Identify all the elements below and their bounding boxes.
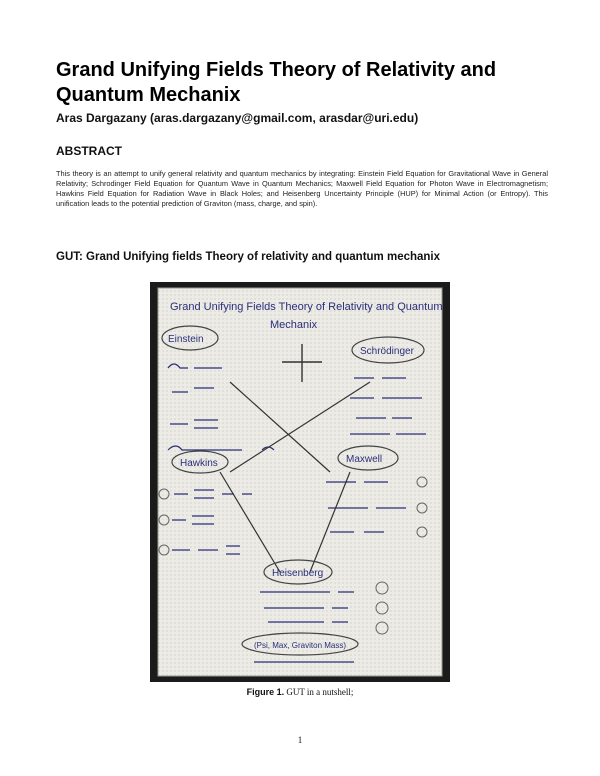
heisenberg-label: Heisenberg <box>272 568 324 579</box>
section-heading: GUT: Grand Unifying fields Theory of relativity and quantum mechanix <box>56 251 441 263</box>
abstract-heading: ABSTRACT <box>56 144 122 158</box>
page-number: 1 <box>297 735 303 745</box>
handwritten-equations-sheet <box>150 282 450 682</box>
schrodinger-label: Schrödinger <box>360 346 414 357</box>
graviton-label: (Psi, Max, Graviton Mass) <box>254 641 347 650</box>
author-line: Aras Dargazany (aras.dargazany@gmail.com, arasdar@uri.edu) <box>56 111 419 125</box>
maxwell-label: Maxwell <box>346 454 383 465</box>
figure-caption-label: Figure 1. <box>246 687 285 697</box>
sheet-title-line-2: Mechanix <box>270 319 318 331</box>
sheet-title-line-1: Grand Unifying Fields Theory of Relativity and Quantum <box>170 301 443 313</box>
figure-caption <box>0 687 600 697</box>
figure-1-photo <box>150 282 450 682</box>
paper-title: Grand Unifying Fields Theory of Relativity and Quantum Mechanix <box>56 59 497 106</box>
einstein-label: Einstein <box>168 334 204 345</box>
hawkins-label: Hawkins <box>180 458 218 469</box>
abstract-text: This theory is an attempt to unify general relativity and quantum mechanics by integrating: Einstein Field Equation for Gravitational Wave in General Relativity; Schrodinger Field Equation for Quantum Wave in Quantum Mechanics; Maxwell Field Equation for Photon Wave in Electromagnetism; Hawkins Field Equation for Radiation Wave in Black Holes; and Heisenberg Uncertainty Principle (HUP) for Minimal Action (or Entropy). This unification leads to the potential prediction of Graviton (mass, charge, and spin). <box>56 169 548 208</box>
figure-caption-text: GUT in a nutshell; <box>286 687 354 697</box>
